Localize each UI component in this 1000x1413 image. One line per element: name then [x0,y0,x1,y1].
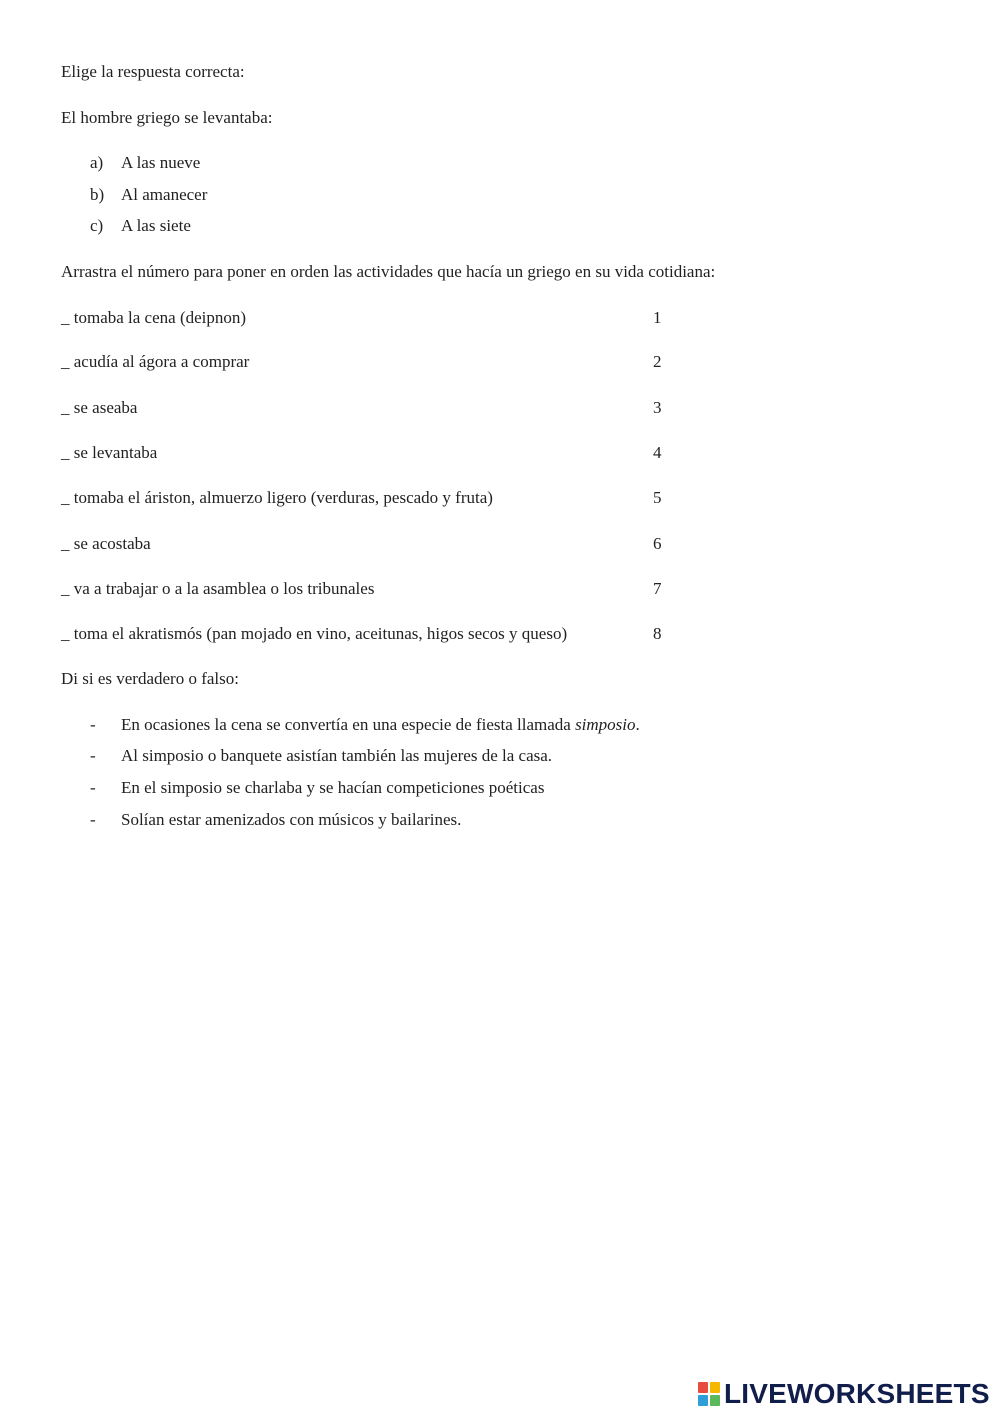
option-letter: a) [90,153,104,172]
draggable-number[interactable]: 8 [653,624,662,643]
bullet-dash: - [90,810,96,829]
statement-text [121,715,640,735]
option-letter: b) [90,185,105,204]
activity-text: _ toma el akratismós (pan mojado en vino, aceitunas, higos secos y queso) [61,624,568,643]
brand-name: LIVEWORKSHEETS [724,1378,990,1409]
draggable-number[interactable]: 1 [653,308,662,327]
activity-text: _ acudía al ágora a comprar [61,352,250,371]
statement-text: En el simposio se charlaba y se hacían competiciones poéticas [121,778,545,797]
statement-suffix: . [635,715,640,734]
bullet-dash: - [90,778,96,797]
draggable-number[interactable]: 5 [653,488,662,507]
activity-text: _ tomaba la cena (deipnon) [61,308,247,327]
liveworksheets-logo-icon [698,1382,720,1406]
activity-text: _ tomaba el áriston, almuerzo ligero (verduras, pescado y fruta) [61,488,493,507]
activity-text: _ va a trabajar o a la asamblea o los tribunales [61,579,375,598]
option-label: Al amanecer [121,185,208,204]
question-text: El hombre griego se levantaba: [61,108,273,127]
statement-text-main: En ocasiones la cena se convertía en una especie de fiesta llamada [121,715,576,734]
statement-text: Solían estar amenizados con músicos y bailarines. [121,810,462,829]
bullet-dash: - [90,746,96,765]
logo-cell [710,1395,720,1406]
bullet-dash: - [90,715,96,734]
instruction-ordering: Arrastra el número para poner en orden las actividades que hacía un griego en su vida cotidiana: [61,262,716,281]
activity-text: _ se aseaba [61,398,138,417]
draggable-number[interactable]: 4 [653,443,662,462]
activity-text: _ se acostaba [61,534,151,553]
option-label: A las nueve [121,153,201,172]
draggable-number[interactable]: 3 [653,398,662,417]
draggable-number[interactable]: 2 [653,352,662,371]
activity-text: _ se levantaba [61,443,158,462]
instruction-true-false: Di si es verdadero o falso: [61,669,239,688]
option-letter: c) [90,216,104,235]
liveworksheets-brand [698,1378,990,1410]
statement-emphasis: simposio [575,715,636,734]
draggable-number[interactable]: 6 [653,534,662,553]
instruction-multiple-choice: Elige la respuesta correcta: [61,62,245,81]
statement-text: Al simposio o banquete asistían también las mujeres de la casa. [121,746,553,765]
logo-cell [698,1382,708,1393]
logo-cell [698,1395,708,1406]
option-label: A las siete [121,216,191,235]
draggable-number[interactable]: 7 [653,579,662,598]
logo-cell [710,1382,720,1393]
